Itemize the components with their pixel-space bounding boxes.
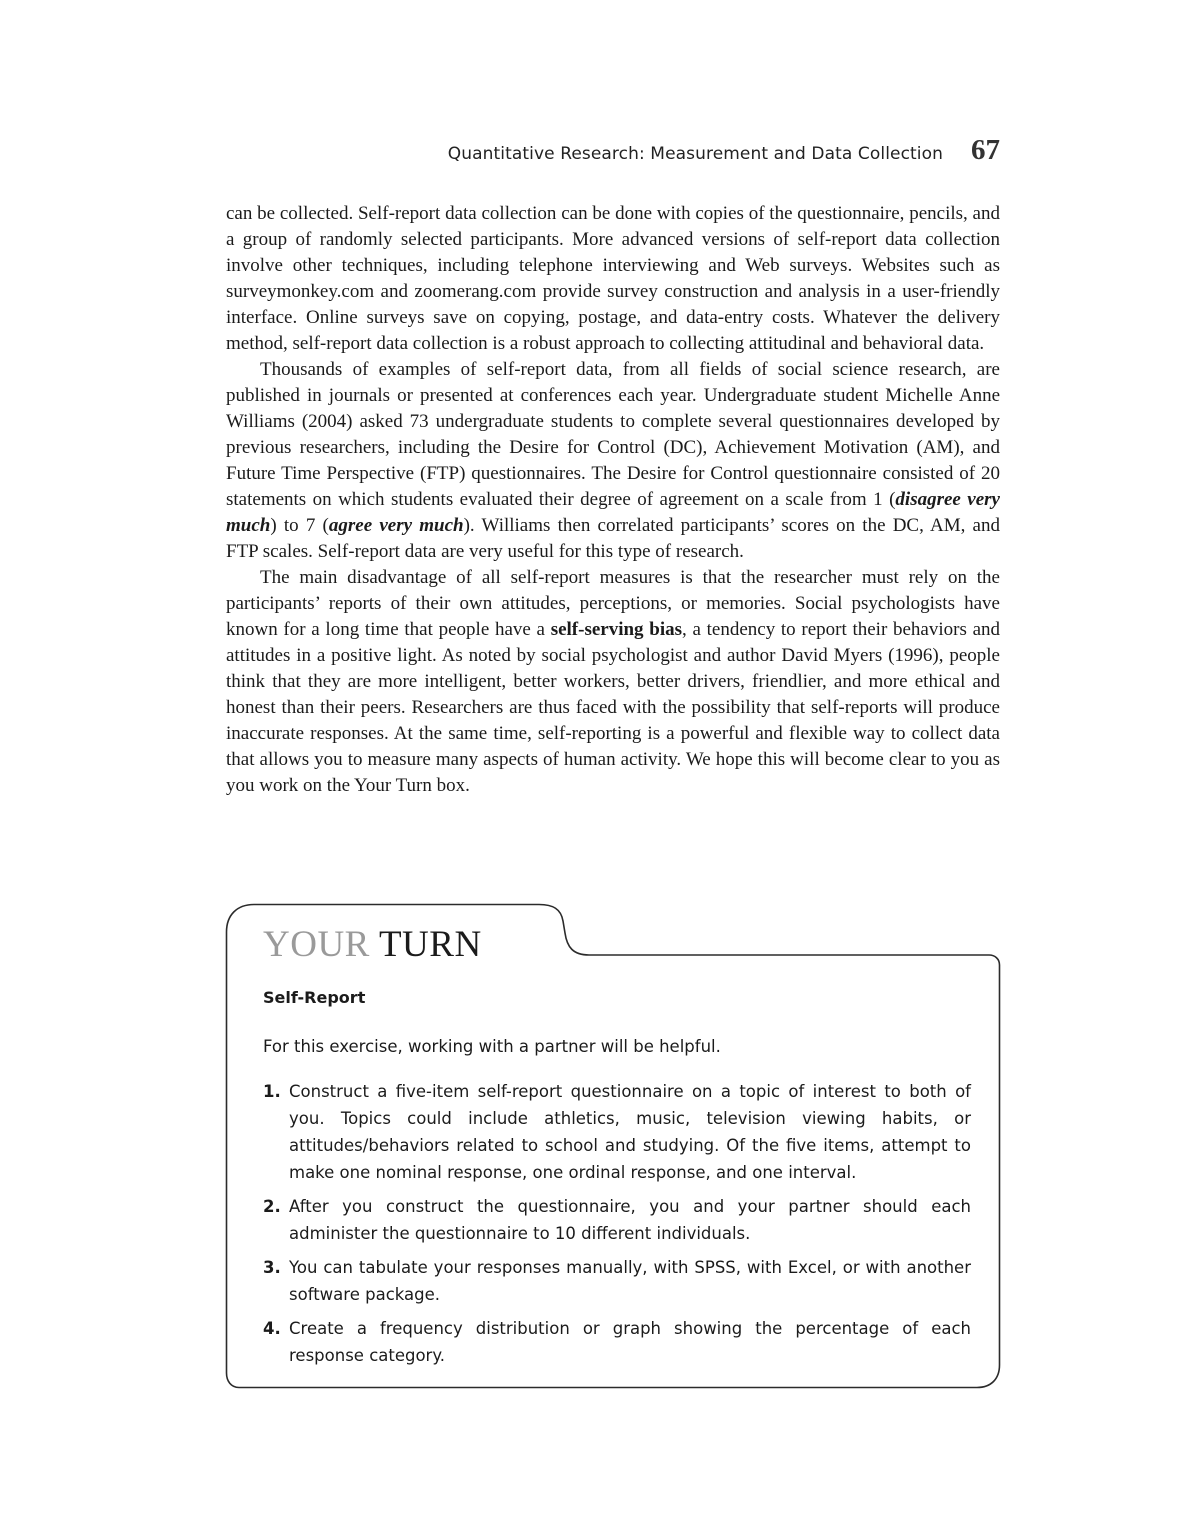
list-item [263,1193,971,1247]
your-turn-title-turn: TURN [378,924,482,965]
paragraph-3-part-b: , a tendency to report their behaviors and attitudes in a positive light. As noted by social psychologist and author David Myers (1996), people think that they are more intelligent, better workers, better drivers, friendlier, and more ethical and honest than their peers. Researchers are thus faced with the possibility that self-reports will produce inaccurate responses. At the same time, self-reporting is a powerful and flexible way to collect data that allows you to measure many aspects of human activity. We hope this will become clear to you as you work on the Your Turn box. [226,619,1001,796]
list-item-number: 3. [263,1258,281,1277]
page-number: 67 [971,134,1000,166]
list-item-number: 4. [263,1319,281,1338]
list-item-text: After you construct the questionnaire, you and your partner should each administer the questionnaire to 10 different individuals. [289,1197,971,1243]
list-item [263,1078,971,1186]
your-turn-subheading: Self-Report [263,988,366,1007]
key-term-self-serving-bias: self-serving bias [550,619,683,640]
your-turn-title-your: YOUR [263,924,370,965]
running-header [226,134,1000,167]
list-item-text: You can tabulate your responses manually, with SPSS, with Excel, or with another software package. [289,1258,971,1304]
list-item-number: 1. [263,1082,281,1101]
list-item-text: Create a frequency distribution or graph showing the percentage of each response category. [289,1319,971,1365]
paragraph-2 [226,357,1000,565]
paragraph-2-part-a: Thousands of examples of self-report data, from all fields of social science research, are published in journals or presented at conferences each year. Undergraduate student Michelle Anne Williams (2004) asked 73 undergraduate students to complete several questionnaires developed by previous researchers, including the Desire for Control (DC), Achievement Motivation (AM), and Future Time Perspective (FTP) questionnaires. The Desire for Control questionnaire consisted of 20 statements on which students evaluated their degree of agreement on a scale from 1 ( [226,359,1000,510]
list-item-text: Construct a five-item self-report questionnaire on a topic of interest to both of you. Topics could include athletics, music, television viewing habits, or attitudes/behaviors related to school and studying. Of the five items, attempt to make one nominal response, one ordinal response, and one interval. [289,1082,971,1182]
list-item [263,1254,971,1308]
main-text [226,201,1000,799]
list-item [263,1315,971,1369]
scale-anchor-high: agree very much [328,515,464,536]
scale-anchor-low: disagree very much [226,489,1000,536]
your-turn-title [263,923,482,967]
list-item-number: 2. [263,1197,281,1216]
your-turn-intro: For this exercise, working with a partner will be helpful. [263,1037,721,1056]
exercise-list [263,1078,971,1376]
your-turn-box [225,903,1001,1390]
paragraph-2-part-c: ). Williams then correlated participants’ scores on the DC, AM, and FTP scales. Self-report data are very useful for this type of research. [226,515,1000,562]
paragraph-3-part-a: The main disadvantage of all self-report measures is that the researcher must rely on the participants’ reports of their own attitudes, perceptions, or memories. Social psychologists have known for a long time that people have a [226,567,1000,640]
running-title: Quantitative Research: Measurement and Data Collection [447,144,943,164]
paragraph-3 [226,565,1000,799]
paragraph-2-part-b: ) to 7 ( [270,515,329,536]
paragraph-1: can be collected. Self-report data collection can be done with copies of the questionnaire, pencils, and a group of randomly selected participants. More advanced versions of self-report data collection involve other techniques, including telephone interviewing and Web surveys. Websites such as surveymonkey.com and zoomerang.com provide survey construction and analysis in a user-friendly interface. Online surveys save on copying, postage, and data-entry costs. Whatever the delivery method, self-report data collection is a robust approach to collecting attitudinal and behavioral data. [226,203,1000,354]
